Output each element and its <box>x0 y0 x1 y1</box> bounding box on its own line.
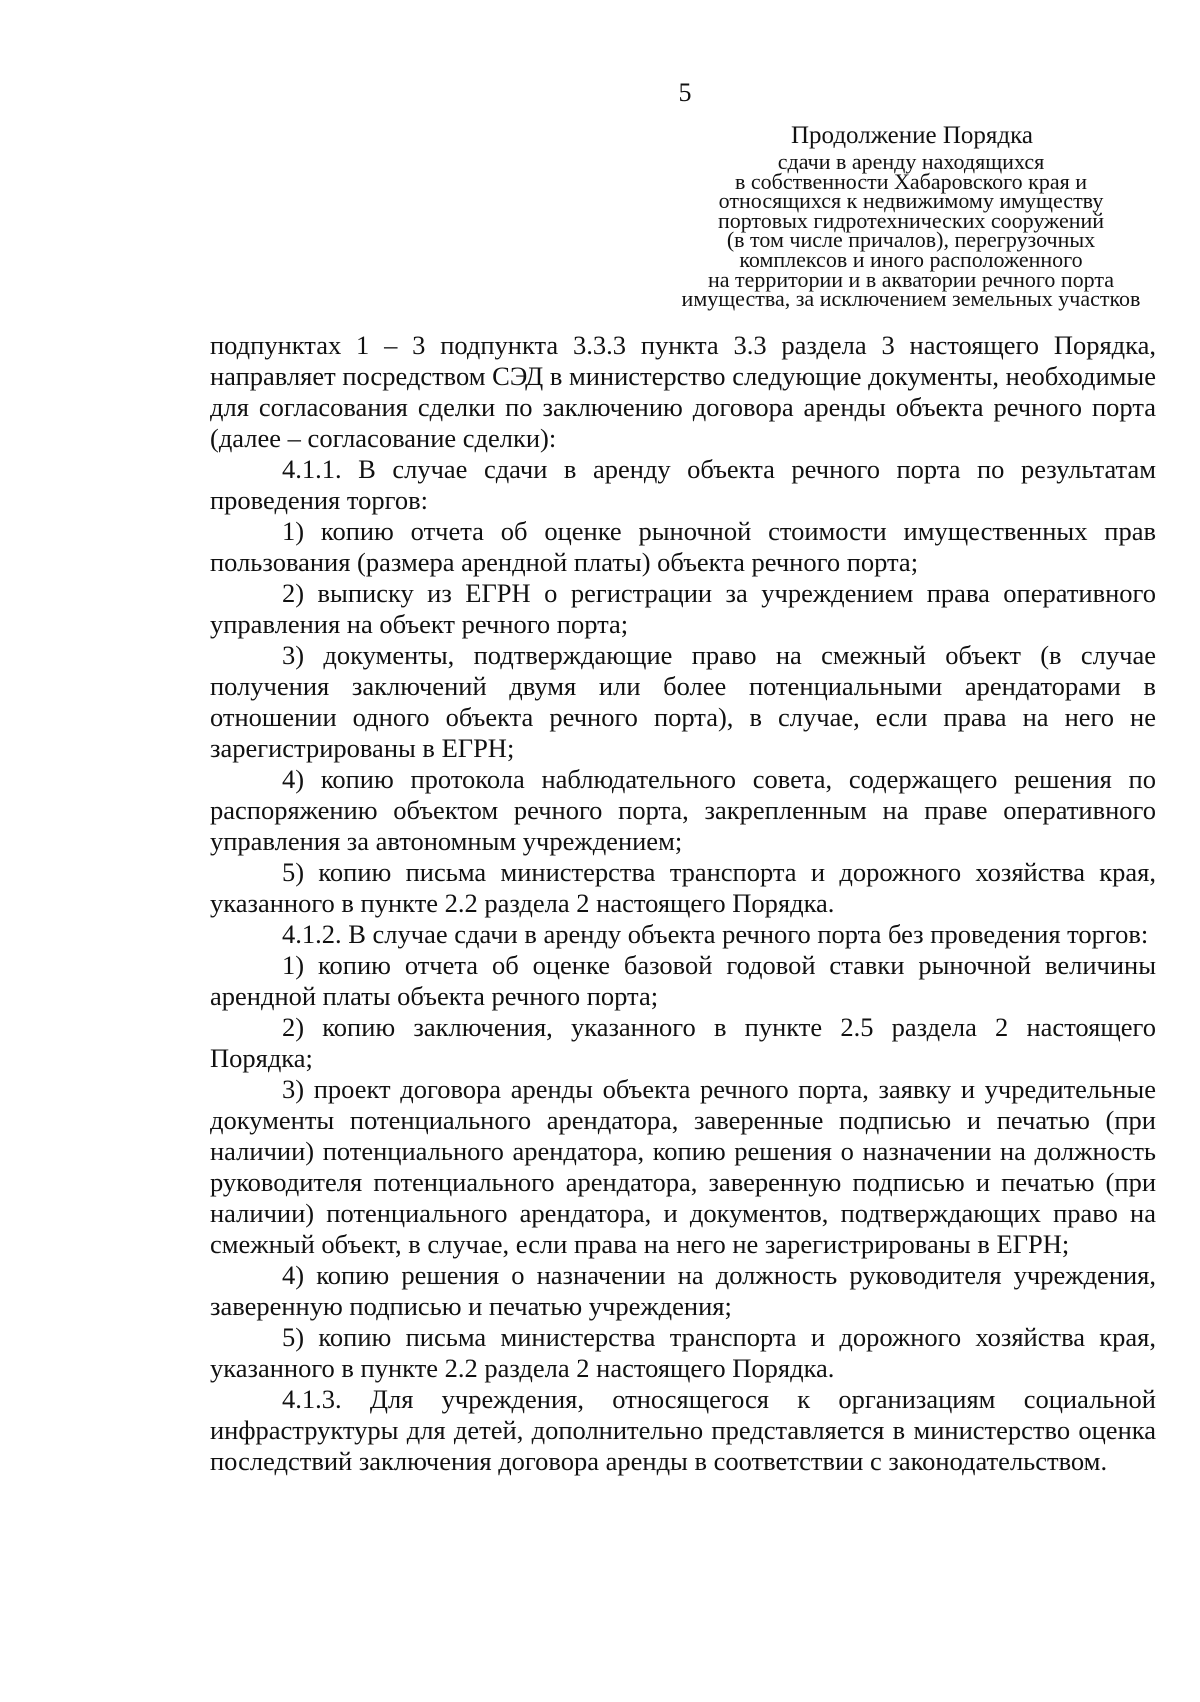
list-item: 4) копию протокола наблюдательного совета, содержащего решения по распоряжению объектом речного порта, закрепленным на праве оперативного управления за автономным учреждением; <box>210 764 1156 856</box>
heading-line: комплексов и иного расположенного <box>739 246 1083 272</box>
paragraph-4-1-2: 4.1.2. В случае сдачи в аренду объекта речного порта без проведения торгов: <box>282 919 1149 949</box>
heading-line: относящихся к недвижимому имуществу <box>718 188 1104 214</box>
list-item: 5) копию письма министерства транспорта и дорожного хозяйства края, указанного в пункте 2.2 раздела 2 настоящего Порядка. <box>210 857 1156 918</box>
list-item: 2) копию заключения, указанного в пункте 2.5 раздела 2 настоящего Порядка; <box>210 1012 1156 1073</box>
heading-line: имущества, за исключением земельных участков <box>681 286 1141 312</box>
page-number: 5 <box>678 78 692 107</box>
heading-line: в собственности Хабаровского края и <box>734 168 1088 194</box>
list-item: 3) проект договора аренды объекта речного порта, заявку и учредительные документы потенциального арендатора, заверенные подписью и печатью (при наличии) потенциального арендатора, копию решения о назначении на должность руководителя потенциального арендатора, заверенную подписью и печатью (при наличии) потенциального арендатора, и документов, подтверждающих право на смежный объект, в случае, если права на него не зарегистрированы в ЕГРН; <box>210 1074 1156 1259</box>
list-item: 3) документы, подтверждающие право на смежный объект (в случае получения заключений двумя или более потенциальными арендаторами в отношении одного объекта речного порта), в случае, если права на него не зарегистрированы в ЕГРН; <box>210 640 1156 763</box>
heading-line: портовых гидротехнических сооружений <box>717 207 1105 233</box>
heading-line: на территории и в акватории речного порта <box>707 266 1114 292</box>
paragraph-continuation: подпунктах 1 – 3 подпункта 3.3.3 пункта 3.3 раздела 3 настоящего Порядка, направляет посредством СЭД в министерство следующие документы, необходимые для согласования сделки по заключению договора аренды объекта речного порта (далее – согласование сделки): <box>210 330 1156 453</box>
paragraph-4-1-3: 4.1.3. Для учреждения, относящегося к организациям социальной инфраструктуры для детей, дополнительно представляется в министерство оценка последствий заключения договора аренды в соответствии с законодательством. <box>210 1384 1156 1476</box>
heading-title: Продолжение Порядка <box>791 122 1033 149</box>
heading-line: сдачи в аренду находящихся <box>777 149 1045 174</box>
heading-subtitle-block <box>638 149 1184 312</box>
list-item: 2) выписку из ЕГРН о регистрации за учреждением права оперативного управления на объект речного порта; <box>210 578 1156 639</box>
document-body <box>210 330 1156 1477</box>
heading-line: (в том числе причалов), перегрузочных <box>726 227 1096 253</box>
list-item: 1) копию отчета об оценке базовой годовой ставки рыночной величины арендной платы объекта речного порта; <box>210 950 1156 1011</box>
list-item: 1) копию отчета об оценке рыночной стоимости имущественных прав пользования (размера арендной платы) объекта речного порта; <box>210 516 1156 577</box>
list-item: 5) копию письма министерства транспорта и дорожного хозяйства края, указанного в пункте 2.2 раздела 2 настоящего Порядка. <box>210 1322 1156 1383</box>
paragraph-4-1-1: 4.1.1. В случае сдачи в аренду объекта речного порта по результатам проведения торгов: <box>210 454 1156 515</box>
list-item: 4) копию решения о назначении на должность руководителя учреждения, заверенную подписью и печатью учреждения; <box>210 1260 1156 1321</box>
